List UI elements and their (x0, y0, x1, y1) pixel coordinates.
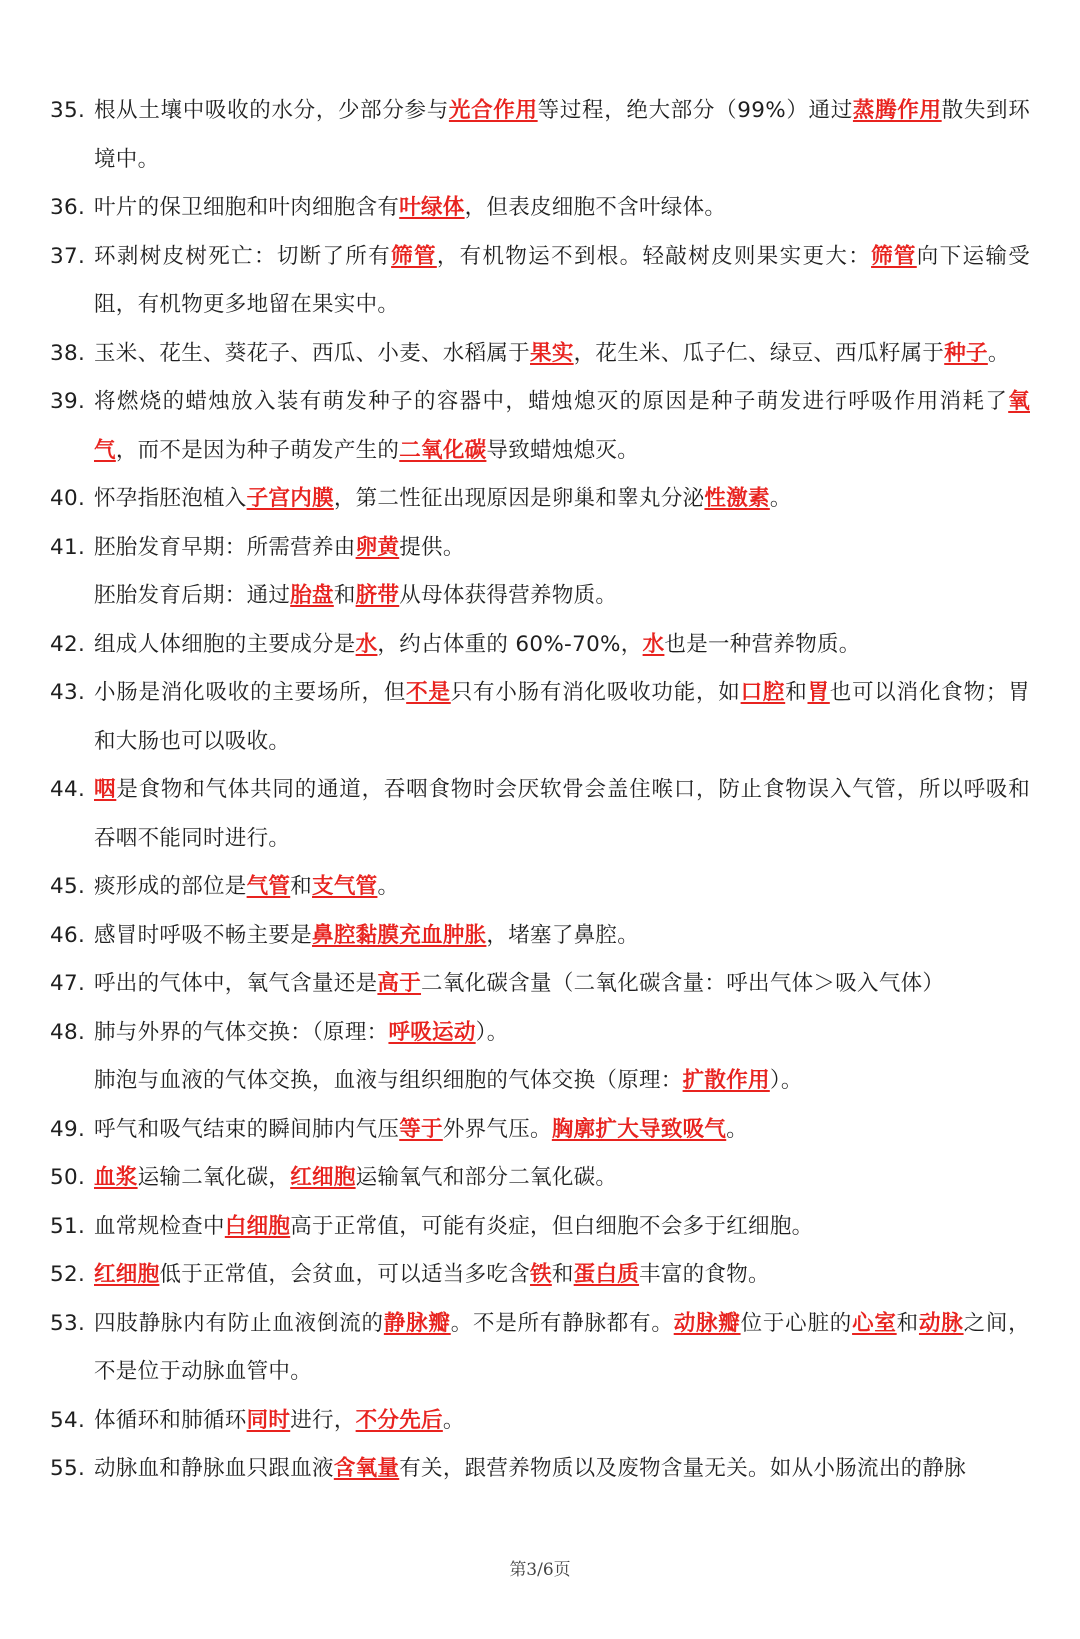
text-segment: 外界气压。 (442, 1116, 552, 1142)
text-segment: 胚胎发育早期：所需营养由 (94, 534, 356, 560)
item-text-line (94, 87, 1030, 184)
highlighted-term: 果实 (530, 340, 574, 366)
text-segment: ）。 (475, 1019, 509, 1045)
text-segment: ，第二性征出现原因是卵巢和睾丸分泌 (333, 486, 705, 511)
list-item (50, 1251, 1030, 1300)
item-text-line (94, 572, 1030, 621)
item-text-line (94, 378, 1030, 475)
highlighted-term: 光合作用 (448, 98, 538, 123)
text-segment: 和 (551, 1262, 574, 1287)
highlighted-term: 氧气 (94, 389, 1030, 463)
item-text (94, 1300, 1030, 1397)
text-segment: ，花生米、瓜子仁、绿豆、西瓜籽属于 (573, 340, 945, 366)
highlighted-term: 铁 (530, 1262, 552, 1287)
item-text (94, 621, 1030, 670)
text-segment: 叶片的保卫细胞和叶肉细胞含有 (94, 195, 400, 220)
item-text-line (94, 766, 1030, 863)
list-item (50, 87, 1030, 184)
item-text-line (94, 1251, 1030, 1300)
text-segment: 是食物和气体共同的通道，吞咽食物时会厌软骨会盖住喉口，防止食物误入气管，所以呼吸和吞咽不能同时进行。 (94, 777, 1030, 851)
text-segment: 感冒时呼吸不畅主要是 (94, 922, 313, 948)
highlighted-term: 卵黄 (355, 534, 400, 560)
text-segment: 有关，跟营养物质以及废物含量无关。如从小肠流出的静脉 (399, 1456, 967, 1481)
highlighted-term: 水 (642, 631, 665, 657)
text-segment: 。 (987, 340, 1010, 366)
item-number: 46. (50, 922, 86, 948)
text-segment: 血常规检查中 (94, 1213, 225, 1239)
item-text-line (94, 1009, 1030, 1058)
item-text-line (94, 669, 1030, 766)
item-number: 54. (50, 1407, 86, 1433)
text-segment: 环剥树皮树死亡：切断了所有 (94, 243, 392, 269)
item-text (94, 912, 1030, 961)
text-segment: 散失到环境中。 (94, 98, 1031, 172)
item-number: 51. (50, 1213, 86, 1239)
text-segment: 运输二氧化碳， (137, 1165, 291, 1190)
text-segment: 小肠是消化吸收的主要场所，但 (94, 680, 407, 705)
item-text-line (94, 912, 1030, 961)
highlighted-term: 叶绿体 (399, 195, 465, 220)
text-segment: 向下运输受阻，有机物更多地留在果实中。 (94, 243, 1030, 317)
text-segment: 低于正常值，会贫血，可以适当多吃含 (159, 1262, 531, 1287)
text-segment: 也可以消化食物；胃和大肠也可以吸收。 (94, 680, 1030, 754)
highlighted-term: 心室 (852, 1310, 897, 1336)
text-segment: 和 (290, 874, 313, 899)
item-text (94, 378, 1030, 475)
text-segment: 提供。 (399, 534, 465, 560)
item-text (94, 1203, 1030, 1252)
text-segment: 痰形成的部位是 (94, 874, 247, 899)
item-text-line (94, 621, 1030, 670)
item-number: 49. (50, 1116, 86, 1142)
item-text-line (94, 1203, 1030, 1252)
item-number: 47. (50, 971, 86, 996)
text-segment: 。 (769, 486, 792, 511)
item-text (94, 524, 1030, 621)
highlighted-term: 红细胞 (94, 1262, 160, 1287)
text-segment: 和 (333, 583, 356, 608)
item-text-line (94, 1300, 1030, 1397)
highlighted-term: 高于 (377, 971, 422, 996)
text-segment: 之间，不是位于动脉血管中。 (94, 1310, 1030, 1384)
text-segment: ，但表皮细胞不含叶绿体。 (464, 195, 727, 220)
highlighted-term: 胎盘 (290, 583, 334, 608)
list-item (50, 669, 1030, 766)
highlighted-term: 胃 (807, 680, 830, 705)
text-segment: 等过程，绝大部分（99%）通过 (537, 98, 853, 123)
list-item (50, 524, 1030, 621)
text-segment: 根从土壤中吸收的水分，少部分参与 (94, 98, 449, 123)
text-segment: ，有机物运不到根。轻敲树皮则果实更大： (436, 243, 872, 269)
list-item (50, 1397, 1030, 1446)
highlighted-term: 动脉瓣 (673, 1310, 741, 1336)
text-segment: 。 (726, 1116, 749, 1142)
text-segment: 。不是所有静脉都有。 (450, 1310, 674, 1336)
item-text (94, 669, 1030, 766)
list-item (50, 621, 1030, 670)
item-number: 41. (50, 534, 86, 560)
highlighted-term: 口腔 (740, 680, 786, 705)
list-item (50, 1203, 1030, 1252)
highlighted-term: 胸廓扩大导致吸气 (551, 1116, 727, 1142)
text-segment: 也是一种营养物质。 (664, 631, 861, 657)
highlighted-term: 脐带 (355, 583, 400, 608)
item-text (94, 184, 1030, 233)
item-text (94, 475, 1030, 524)
item-text (94, 1251, 1030, 1300)
text-segment: ）。 (769, 1068, 803, 1093)
item-text (94, 1445, 1030, 1494)
highlighted-term: 等于 (399, 1116, 443, 1142)
item-text (94, 233, 1030, 330)
highlighted-term: 子宫内膜 (246, 486, 334, 511)
text-segment: ，堵塞了鼻腔。 (486, 922, 640, 948)
item-text-line (94, 330, 1030, 379)
item-number: 38. (50, 340, 86, 366)
list-item (50, 960, 1030, 1009)
item-text-line (94, 1057, 1030, 1106)
highlighted-term: 静脉瓣 (383, 1310, 451, 1336)
highlighted-term: 咽 (94, 777, 117, 802)
highlighted-term: 蛋白质 (573, 1262, 640, 1287)
highlighted-term: 扩散作用 (682, 1068, 770, 1093)
highlighted-term: 血浆 (94, 1165, 138, 1190)
item-number: 55. (50, 1456, 86, 1481)
text-segment: 二氧化碳含量（二氧化碳含量：呼出气体＞吸入气体） (421, 971, 945, 996)
item-text-line (94, 1445, 1030, 1494)
highlighted-term: 水 (355, 631, 378, 657)
item-text-line (94, 524, 1030, 573)
item-text-line (94, 475, 1030, 524)
list-item (50, 1300, 1030, 1397)
text-segment: 运输氧气和部分二氧化碳。 (355, 1165, 618, 1190)
highlighted-term: 呼吸运动 (388, 1019, 476, 1045)
list-item (50, 378, 1030, 475)
text-segment: 导致蜡烛熄灭。 (486, 437, 640, 463)
text-segment: 组成人体细胞的主要成分是 (94, 631, 356, 657)
text-segment: 四肢静脉内有防止血液倒流的 (94, 1310, 384, 1336)
highlighted-term: 鼻腔黏膜充血肿胀 (312, 922, 487, 948)
list-item (50, 1445, 1030, 1494)
highlighted-term: 不分先后 (355, 1407, 443, 1433)
item-text-line (94, 863, 1030, 912)
page-number: 第3/6页 (509, 1560, 571, 1580)
list-item (50, 475, 1030, 524)
highlighted-term: 蒸腾作用 (852, 98, 942, 123)
list-item (50, 863, 1030, 912)
text-segment: 丰富的食物。 (639, 1262, 770, 1287)
highlighted-term: 二氧化碳 (399, 437, 487, 463)
text-segment: ，而不是因为种子萌发产生的 (115, 437, 400, 463)
text-segment: 只有小肠有消化吸收功能，如 (450, 680, 741, 705)
item-text-line (94, 1397, 1030, 1446)
item-number: 44. (50, 777, 86, 802)
highlighted-term: 不是 (406, 680, 451, 705)
item-text-line (94, 960, 1030, 1009)
item-number: 45. (50, 874, 86, 899)
text-segment: 和 (896, 1310, 919, 1336)
text-segment: 动脉血和静脉血只跟血液 (94, 1456, 334, 1481)
list-item (50, 1154, 1030, 1203)
item-text (94, 863, 1030, 912)
text-segment: 肺与外界的气体交换：（原理： (94, 1019, 389, 1045)
item-number: 52. (50, 1262, 86, 1287)
text-segment: 。 (377, 874, 400, 899)
highlighted-term: 筛管 (391, 243, 437, 269)
item-number: 40. (50, 486, 86, 511)
text-segment: 玉米、花生、葵花子、西瓜、小麦、水稻属于 (94, 340, 531, 366)
text-segment: 将燃烧的蜡烛放入装有萌发种子的容器中，蜡烛熄灭的原因是种子萌发进行呼吸作用消耗了 (94, 389, 1009, 414)
item-number: 39. (50, 389, 86, 414)
item-text-line (94, 184, 1030, 233)
text-segment: ，约占体重的 60%-70%， (377, 631, 643, 657)
list-item (50, 184, 1030, 233)
item-number: 48. (50, 1019, 86, 1045)
highlighted-term: 筛管 (871, 243, 917, 269)
text-segment: 进行， (290, 1407, 356, 1433)
item-number: 43. (50, 680, 86, 705)
item-number: 35. (50, 98, 86, 123)
item-text (94, 330, 1030, 379)
list-item (50, 766, 1030, 863)
highlighted-term: 白细胞 (224, 1213, 291, 1239)
text-segment: 体循环和肺循环 (94, 1407, 247, 1433)
highlighted-term: 气管 (246, 874, 291, 899)
text-segment: 胚胎发育后期：通过 (94, 583, 291, 608)
highlighted-term: 红细胞 (290, 1165, 356, 1190)
list-item (50, 912, 1030, 961)
item-text (94, 1154, 1030, 1203)
text-segment: 位于心脏的 (740, 1310, 853, 1336)
item-text (94, 960, 1030, 1009)
highlighted-term: 动脉 (918, 1310, 964, 1336)
list-item (50, 1106, 1030, 1155)
item-number: 50. (50, 1165, 86, 1190)
highlighted-term: 含氧量 (333, 1456, 400, 1481)
text-segment: 肺泡与血液的气体交换，血液与组织细胞的气体交换（原理： (94, 1068, 683, 1093)
item-number: 36. (50, 195, 86, 220)
item-text (94, 1009, 1030, 1106)
highlighted-term: 性激素 (704, 486, 770, 511)
text-segment: 和 (785, 680, 808, 705)
highlighted-term: 同时 (246, 1407, 291, 1433)
list-item (50, 1009, 1030, 1106)
item-text-line (94, 1154, 1030, 1203)
text-segment: 从母体获得营养物质。 (399, 583, 618, 608)
text-segment: 。 (442, 1407, 465, 1433)
item-number: 37. (50, 243, 86, 269)
item-text (94, 766, 1030, 863)
highlighted-term: 种子 (944, 340, 988, 366)
item-text (94, 87, 1030, 184)
item-number: 53. (50, 1310, 86, 1336)
item-number: 42. (50, 631, 86, 657)
text-segment: 高于正常值，可能有炎症，但白细胞不会多于红细胞。 (290, 1213, 814, 1239)
item-text (94, 1106, 1030, 1155)
text-segment: 怀孕指胚泡植入 (94, 486, 247, 511)
knowledge-point-list (50, 87, 1030, 1494)
text-segment: 呼出的气体中，氧气含量还是 (94, 971, 378, 996)
item-text-line (94, 1106, 1030, 1155)
list-item (50, 330, 1030, 379)
item-text-line (94, 233, 1030, 330)
text-segment: 呼气和吸气结束的瞬间肺内气压 (94, 1116, 400, 1142)
item-text (94, 1397, 1030, 1446)
list-item (50, 233, 1030, 330)
highlighted-term: 支气管 (312, 874, 378, 899)
